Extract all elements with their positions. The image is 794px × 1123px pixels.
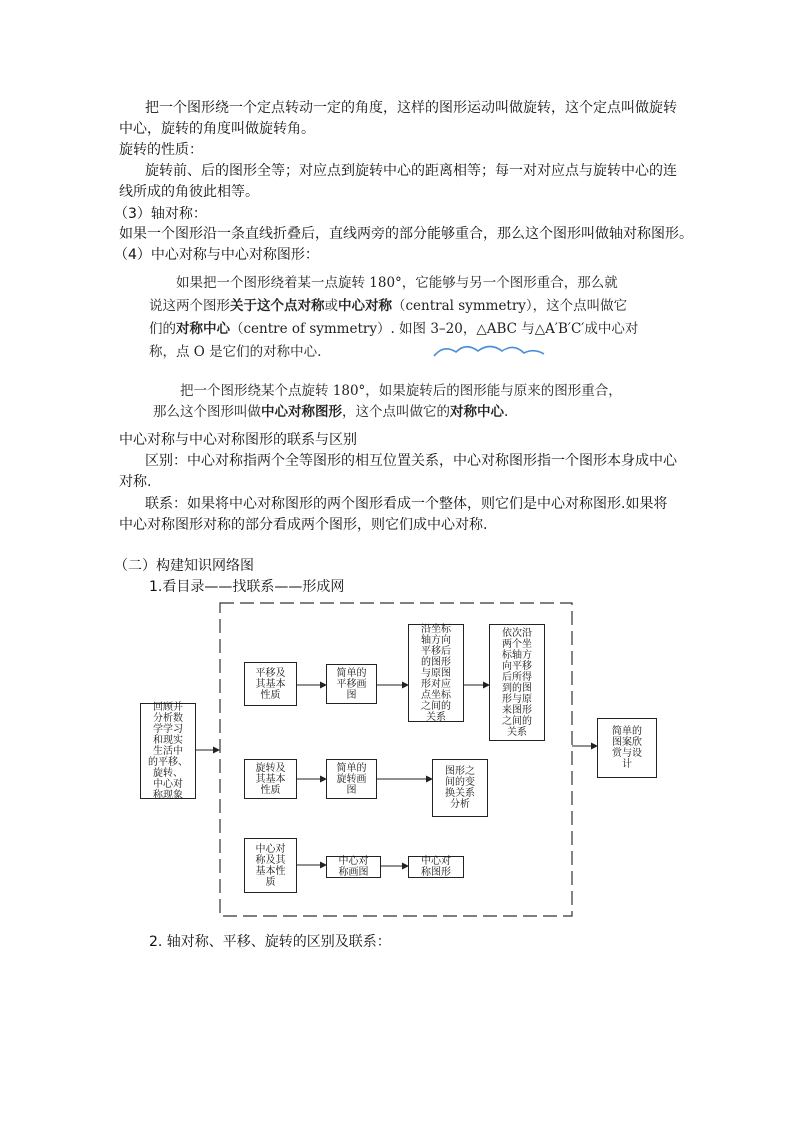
quote2-line1: 把一个图形绕某个点旋转 180°，如果旋转后的图形能与原来的图形重合，: [180, 383, 622, 399]
central-symmetry-title: （4）中心对称与中心对称图形：: [114, 247, 319, 263]
review-box-label: 回顾并 分析数 学学习 和现实 生活中 的平移、 旋转、 中心对 称现象: [148, 701, 188, 801]
properties-line1: 旋转前、后的图形全等；对应点到旋转中心的距离相等；每一对对应点与旋转中心的连: [145, 163, 677, 179]
central-symmetric-figure-box: [408, 856, 464, 878]
coordinate-translation-label: 沿坐标 轴方向 平移后 的图形 与原图 形对应 点坐标 之间的 关系: [421, 623, 451, 723]
quote1-bold-term: 对称中心: [176, 321, 230, 337]
quote1-line1: 如果把一个图形绕着某一点旋转 180°，它能够与另一个图形重合，那么就: [176, 275, 618, 291]
difference-line1: 区别：中心对称指两个全等图形的相互位置关系，中心对称图形指一个图形本身成中心: [145, 453, 677, 469]
axis-symmetry-definition: 如果一个图形沿一条直线折叠后，直线两旁的部分能够重合，那么这个图形叫做轴对称图形。: [119, 226, 693, 242]
quote1-bold-term: 关于这个点对称: [230, 298, 325, 314]
section2-title: （二）构建知识网络图: [114, 558, 254, 574]
transformation-analysis-label: 图形之 间的变 换关系 分析: [445, 766, 475, 810]
central-symmetry-drawing-label: 中心对 称画图: [338, 856, 369, 878]
relation-title: 中心对称与中心对称图形的联系与区别: [119, 432, 357, 448]
quote1-text: （centre of symmetry）. 如图 3–20，△ABC 与△A′B′C′成中心对: [230, 321, 639, 337]
quote2-text: ，这个点叫做它的: [342, 404, 450, 420]
transformation-analysis-box: [432, 759, 488, 817]
properties-line2: 线所成的角彼此相等。: [119, 184, 259, 200]
pattern-design-label: 简单的 图案欣 赏与设 计: [612, 726, 642, 770]
quote1-text: 或: [324, 298, 338, 314]
step2-title: 2. 轴对称、平移、旋转的区别及联系：: [149, 934, 391, 950]
quote2-text: 那么这个图形叫做: [153, 404, 261, 420]
review-box: [140, 703, 196, 799]
central-symmetric-figure-label: 中心对 称图形: [421, 856, 451, 878]
translation-drawing-label: 简单的 平移画 图: [336, 667, 367, 701]
translation-properties-label: 平移及 其基本 性质: [255, 667, 286, 701]
rotation-properties-label: 旋转及 其基本 性质: [255, 762, 286, 796]
axis-symmetry-title: （3）轴对称：: [114, 206, 207, 222]
quote1-bold-term: 中心对称: [338, 298, 392, 314]
quote2-text: .: [504, 404, 509, 420]
rotation-drawing-box: [326, 759, 377, 799]
central-symmetry-drawing-box: [326, 856, 381, 878]
quote2-bold-term: 对称中心: [450, 404, 504, 420]
quote2-bold-term: 中心对称图形: [261, 404, 342, 420]
para1-line2: 中心，旋转的角度叫做旋转角。: [119, 121, 315, 137]
two-axis-translation-label: 依次沿 两个坐 标轴方 向平移 后所得 到的图 形与原 来图形 之间的 关系: [502, 627, 532, 738]
translation-properties-box: [244, 662, 297, 706]
translation-drawing-box: [326, 664, 377, 704]
quote1-line4: 称，点 O 是它们的对称中心.: [149, 344, 322, 360]
difference-line2: 对称.: [119, 474, 152, 490]
coordinate-translation-box: [408, 624, 464, 722]
central-symmetry-properties-label: 中心对 称及其 基本性 质: [255, 843, 286, 888]
properties-title: 旋转的性质：: [119, 142, 203, 158]
para1-line1: 把一个图形绕一个定点转动一定的角度，这样的图形运动叫做旋转，这个定点叫做旋转: [145, 100, 677, 116]
quote1-text: 们的: [149, 321, 176, 337]
pattern-design-box: [597, 718, 657, 778]
step1-title: 1.看目录——找联系——形成网: [149, 579, 345, 595]
connection-line2: 中心对称图形对称的部分看成两个图形，则它们成中心对称.: [119, 517, 488, 533]
rotation-properties-box: [244, 759, 297, 799]
two-axis-translation-box: [489, 624, 545, 741]
quote1-text: 说这两个图形: [149, 298, 230, 314]
quote1-text: （central symmetry），这个点叫做它: [392, 298, 628, 314]
rotation-drawing-label: 简单的 旋转画 图: [336, 762, 367, 796]
connection-line1: 联系：如果将中心对称图形的两个图形看成一个整体，则它们是中心对称图形.如果将: [145, 496, 668, 512]
central-symmetry-properties-box: [244, 838, 297, 893]
